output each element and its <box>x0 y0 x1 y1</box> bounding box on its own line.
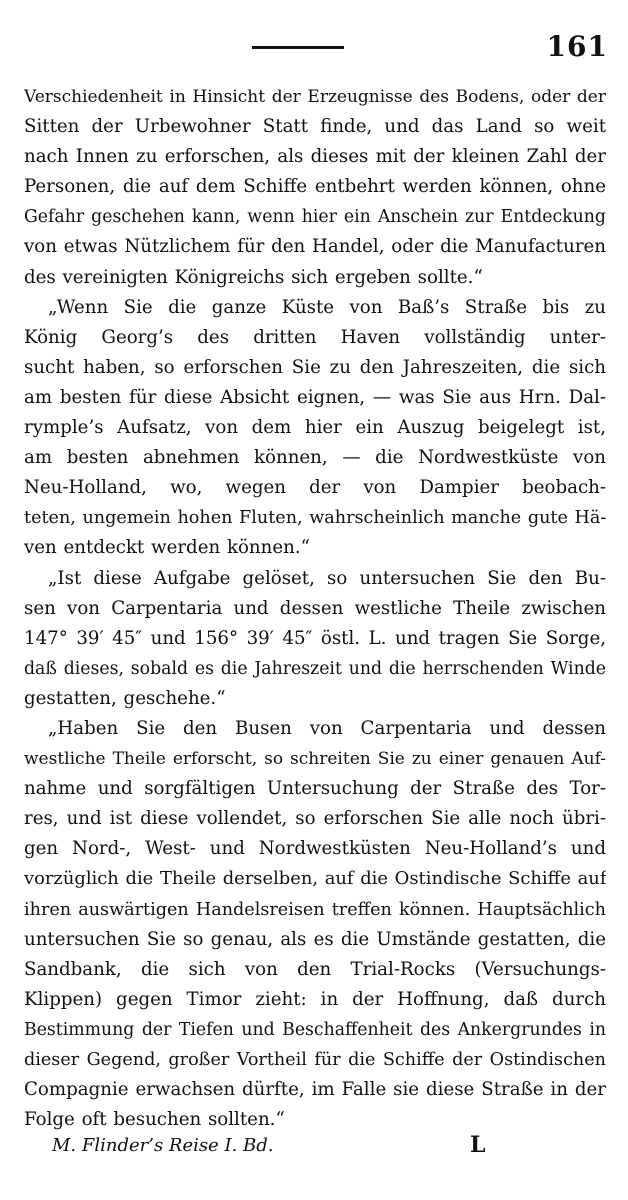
text-line: untersuchen Sie so genau, als es die Umstände gestatten, die <box>24 928 606 950</box>
header-rule <box>252 46 344 49</box>
text-line: res, und ist diese vollendet, so erforschen Sie alle noch übri- <box>24 808 606 830</box>
text-line: des vereinigten Königreichs sich ergeben sollte.“ <box>24 266 483 288</box>
text-line: Bestimmung der Tiefen und Beschaffenheit des Ankergrundes in <box>24 1019 606 1040</box>
text-line: teten, ungemein hohen Fluten, wahrscheinlich manche gute Hä- <box>24 508 606 529</box>
text-line: „Ist diese Aufgabe gelöset, so untersuchen Sie den Bu- <box>48 567 606 589</box>
text-line: gestatten, geschehe.“ <box>24 687 226 709</box>
text-line: sen von Carpentaria und dessen westliche Theile zwischen <box>24 597 606 619</box>
text-line: ihren auswärtigen Handelsreisen treffen können. Hauptsächlich <box>24 899 606 920</box>
text-line: dieser Gegend, großer Vortheil für die Schiffe der Ostindischen <box>24 1050 606 1070</box>
text-line: Sandbank, die sich von den Trial-Rocks (Versuchungs- <box>24 958 606 980</box>
text-line: Verschiedenheit in Hinsicht der Erzeugnisse des Bodens, oder der <box>24 87 606 107</box>
footer-signature: M. Flinder’s Reise I. Bd. <box>52 1135 274 1156</box>
text-line: am besten abnehmen können, — die Nordwestküste von <box>24 447 606 469</box>
text-line: 147° 39′ 45″ und 156° 39′ 45″ östl. L. und tragen Sie Sorge, <box>24 627 606 649</box>
text-line: Sitten der Urbewohner Statt finde, und das Land so weit <box>24 116 606 138</box>
text-line: ven entdeckt werden können.“ <box>24 537 310 559</box>
text-line: gen Nord-, West- und Nordwestküsten Neu-Holland’s und <box>24 838 606 860</box>
text-line: nahme und sorgfältigen Untersuchung der Straße des Tor- <box>24 778 606 800</box>
footer-signature-mark: L <box>470 1132 486 1158</box>
text-line: Compagnie erwachsen dürfte, im Falle sie diese Straße in der <box>24 1079 606 1101</box>
text-line: Personen, die auf dem Schiffe entbehrt werden können, ohne <box>24 176 606 198</box>
text-line: rymple’s Aufsatz, von dem hier ein Auszug beigelegt ist, <box>24 417 606 439</box>
text-line: westliche Theile erforscht, so schreiten Sie zu einer genauen Auf- <box>24 749 606 770</box>
text-line: daß dieses, sobald es die Jahreszeit und die herrschenden Winde <box>24 658 606 679</box>
text-line: nach Innen zu erforschen, als dieses mit der kleinen Zahl der <box>24 146 606 168</box>
text-line: am besten für diese Absicht eignen, — was Sie aus Hrn. Dal- <box>24 386 606 408</box>
text-line: Klippen) gegen Timor zieht: in der Hoffnung, daß durch <box>24 988 606 1010</box>
text-line: Neu-Holland, wo, wegen der von Dampier beobach- <box>24 477 606 499</box>
body-text <box>24 82 606 1135</box>
text-line: „Wenn Sie die ganze Küste von Baß’s Straße bis zu <box>48 296 606 318</box>
text-line: König Georg’s des dritten Haven vollständig unter- <box>24 326 606 348</box>
text-line: Gefahr geschehen kann, wenn hier ein Anschein zur Entdeckung <box>24 207 606 228</box>
text-line: „Haben Sie den Busen von Carpentaria und dessen <box>48 717 606 739</box>
text-line: sucht haben, so erforschen Sie zu den Jahreszeiten, die sich <box>24 356 606 378</box>
page-number: 161 <box>546 30 608 63</box>
text-line: Folge oft besuchen sollten.“ <box>24 1109 285 1131</box>
text-line: von etwas Nützlichem für den Handel, oder die Manufacturen <box>24 236 606 258</box>
text-line: vorzüglich die Theile derselben, auf die Ostindische Schiffe auf <box>24 868 606 890</box>
